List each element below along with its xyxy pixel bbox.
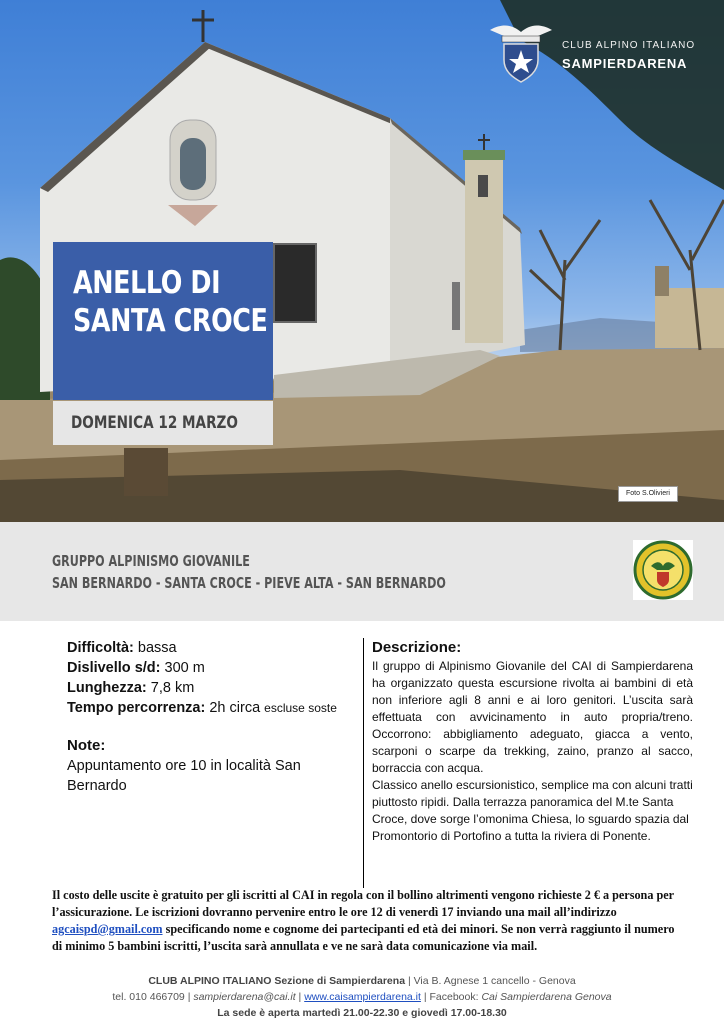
- cost-notice: Il costo delle uscite è gratuito per gli iscritti al CAI in regola con il bollino altrimenti vengono richieste 2 € a persona per l’assicurazione. Le iscrizioni dovranno pervenire entro le ore 12 di venerdì 17 inviando una mail all’indirizzo agcaispd@gmail.com specificando nome e cognome dei partecipanti ed età dei minori. Se non verrà raggiunto il numero di minimo 5 bambini iscritti, l’uscita sarà annullata e ve ne sarà data comunicazione via mail.: [52, 888, 675, 953]
- ag-badge-icon: [633, 540, 693, 600]
- photo-credit: Foto S.Olivieri: [618, 486, 678, 502]
- description: [372, 638, 693, 845]
- footer: [0, 973, 724, 1021]
- elevation-row: Dislivello s/d: 300 m: [67, 660, 205, 676]
- event-title-line2: SANTA CROCE: [73, 303, 268, 339]
- footer-email[interactable]: sampierdarena@cai.it: [193, 991, 296, 1003]
- description-para1: Il gruppo di Alpinismo Giovanile del CAI di Sampierdarena ha organizzato questa escursione rivolta ai bambini di età non inferiore agli 8 anni e ai loro genitori. L’uscita sarà effettuata con avvicinamento in auto propria/treno. Occorrono: abbigliamento adeguato, giacca a vento, scarponi o scarpe da trekking, zaino, pranzo al sacco, borraccia con acqua.: [372, 659, 693, 775]
- description-heading: Descrizione:: [372, 639, 462, 656]
- date-box: [53, 401, 273, 445]
- subtitle-band: [0, 522, 724, 621]
- trip-details: [67, 638, 357, 796]
- logo-text-section: SAMPIERDARENA: [562, 56, 688, 71]
- registration-email-link[interactable]: agcaispd@gmail.com: [52, 922, 163, 936]
- notes-heading: Note:: [67, 737, 106, 754]
- footer-line2: tel. 010 466709 | sampierdarena@cai.it | www.caisampierdarena.it | Facebook: Cai Sampierdarena Genova: [112, 991, 612, 1003]
- facebook-page[interactable]: Cai Sampierdarena Genova: [481, 991, 612, 1003]
- website-link[interactable]: www.caisampierdarena.it: [304, 991, 421, 1003]
- alpinismo-giovanile-badge: [633, 540, 693, 600]
- route-name: SAN BERNARDO - SANTA CROCE - PIEVE ALTA - SAN BERNARDO: [52, 574, 446, 592]
- footer-hours: La sede è aperta martedì 21.00-22.30 e giovedì 17.00-18.30: [217, 1007, 507, 1019]
- cai-logo: [486, 14, 716, 84]
- title-box: [53, 242, 273, 400]
- group-name: GRUPPO ALPINISMO GIOVANILE: [52, 552, 250, 570]
- cai-eagle-icon: [486, 14, 556, 84]
- event-date: DOMENICA 12 MARZO: [71, 413, 238, 433]
- length-row: Lunghezza: 7,8 km: [67, 680, 195, 696]
- logo-text-club: CLUB ALPINO ITALIANO: [562, 40, 696, 51]
- event-title-line1: ANELLO DI: [73, 265, 221, 301]
- description-para2: Classico anello escursionistico, semplice ma con alcuni tratti piuttosto ripidi. Dalla terrazza panoramica del M.te Santa Croce, dove sorge l’omonima Chiesa, lo sguardo spazia dal Promontorio di Portofino a tutta la riviera di Ponente.: [372, 778, 693, 843]
- event-title: [73, 264, 267, 340]
- footer-line1: CLUB ALPINO ITALIANO Sezione di Sampierdarena | Via B. Agnese 1 cancello - Genova: [148, 975, 576, 987]
- notes-text: Appuntamento ore 10 in località San Bernardo: [67, 758, 301, 794]
- column-divider: [363, 638, 364, 888]
- time-row: Tempo percorrenza: 2h circa escluse soste: [67, 700, 337, 716]
- difficulty-row: Difficoltà: bassa: [67, 640, 177, 656]
